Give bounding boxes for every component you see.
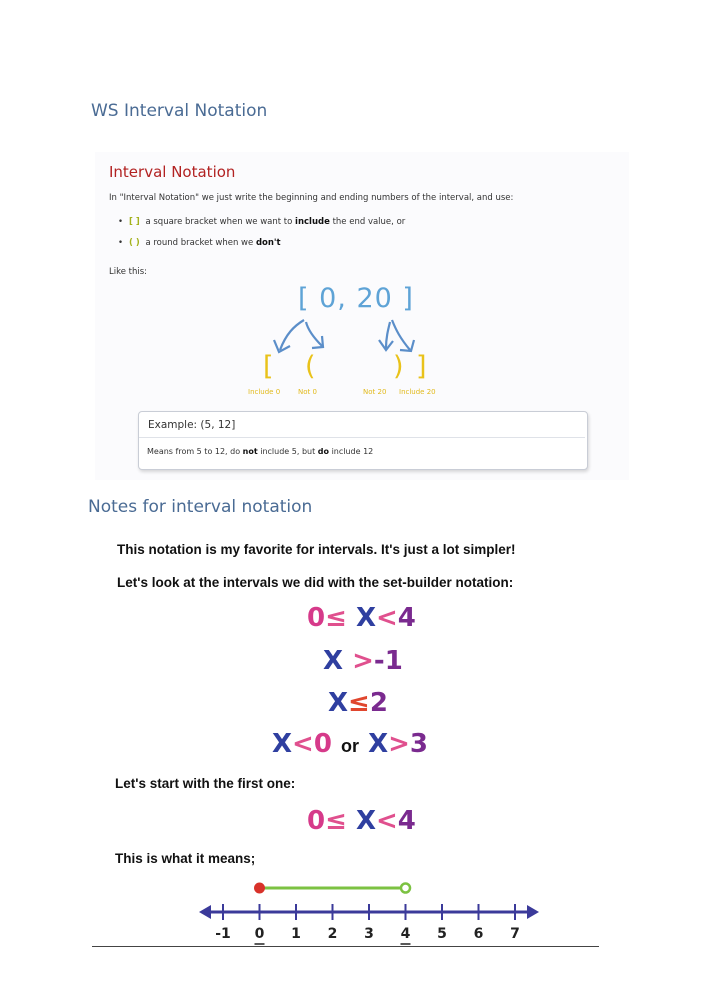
page-bottom-rule	[92, 946, 599, 947]
ineq-op: ≤	[325, 806, 347, 836]
label-include-0: Include 0	[248, 388, 281, 396]
inequality-4	[272, 729, 428, 759]
bullet-round-bracket	[118, 238, 281, 248]
bullet-text: a round bracket when we	[145, 238, 254, 248]
diagram-interval: [ 0, 20 ]	[298, 283, 414, 314]
example-divider	[139, 437, 585, 438]
example-text-part: include 12	[331, 447, 374, 456]
closed-endpoint-dot	[255, 884, 264, 893]
bullet-bold: don't	[255, 238, 281, 248]
example-text-part: Means from 5 to 12, do	[147, 447, 241, 456]
snippet-heading: Interval Notation	[109, 163, 236, 181]
arrow-left-icon	[199, 905, 211, 919]
ineq-term: 3	[409, 729, 428, 759]
bullet-square-bracket	[118, 217, 405, 227]
arrow-right-icon	[392, 320, 410, 350]
ineq-op: >	[352, 646, 374, 676]
ineq-op: >	[388, 729, 410, 759]
bullet-dot: •	[118, 217, 124, 227]
ineq-term: X	[272, 729, 293, 759]
tick-label: 4	[400, 926, 411, 942]
inequality-3	[328, 688, 388, 718]
ineq-term: X	[368, 729, 389, 759]
bracket-symbol: [ ]	[129, 217, 140, 227]
ws-title: WS Interval Notation	[91, 101, 268, 121]
ineq-op: ≤	[348, 688, 370, 718]
tick-label: 3	[364, 926, 374, 942]
arrow-left-icon	[306, 322, 322, 346]
bullet-bold: include	[295, 217, 330, 227]
ineq-term: 2	[369, 688, 388, 718]
tick-label: 0	[254, 926, 265, 942]
example-text-part: include 5, but	[260, 447, 316, 456]
ineq-term: 4	[397, 806, 416, 836]
bullet-text: a square bracket when we want to	[145, 217, 293, 227]
bracket-exclude-right: )	[393, 351, 404, 382]
bracket-include-right: ]	[416, 351, 427, 382]
example-text	[147, 447, 373, 456]
snippet-intro: In "Interval Notation" we just write the beginning and ending numbers of the interval, and use:	[109, 193, 514, 203]
ineq-op: <	[376, 603, 398, 633]
bullet-text-after: the end value, or	[332, 217, 406, 227]
notes-line-4: This is what it means;	[115, 851, 256, 866]
tick-label: 7	[510, 926, 520, 942]
ineq-op: ≤	[325, 603, 347, 633]
ineq-term: X	[323, 646, 344, 676]
first-inequality	[307, 806, 416, 836]
ineq-term: X	[355, 806, 376, 836]
open-endpoint-dot	[401, 884, 410, 893]
notes-line-3: Let's start with the first one:	[115, 776, 296, 791]
ineq-term: 0	[313, 729, 332, 759]
label-include-20: Include 20	[399, 388, 436, 396]
ineq-term: -1	[373, 646, 403, 676]
bracket-include-left: [	[263, 351, 274, 382]
bullet-dot: •	[118, 238, 124, 248]
number-line	[195, 876, 545, 946]
example-title: Example: (5, 12]	[148, 419, 236, 431]
ineq-term: X	[355, 603, 376, 633]
tick-label: -1	[215, 926, 231, 942]
ineq-term: X	[328, 688, 349, 718]
notes-title: Notes for interval notation	[88, 497, 313, 517]
tick-label: 5	[437, 926, 447, 942]
ineq-op: <	[292, 729, 314, 759]
tick-label: 1	[291, 926, 301, 942]
ineq-or: or	[341, 736, 359, 756]
ineq-term: 0	[307, 603, 326, 633]
label-not-20: Not 20	[363, 388, 387, 396]
notes-line-1: This notation is my favorite for intervals. It's just a lot simpler!	[117, 542, 516, 557]
inequality-2	[323, 646, 403, 676]
notes-line-2: Let's look at the intervals we did with the set-builder notation:	[117, 575, 514, 590]
ineq-op: <	[376, 806, 398, 836]
ineq-term: 4	[397, 603, 416, 633]
arrow-left-icon	[280, 320, 304, 350]
example-bold-do: do	[317, 447, 330, 456]
tick-label: 2	[327, 926, 338, 942]
label-not-0: Not 0	[298, 388, 317, 396]
inequality-1	[307, 603, 416, 633]
ineq-term: 0	[307, 806, 326, 836]
example-bold-not: not	[242, 447, 258, 456]
like-this-label: Like this:	[109, 267, 148, 277]
arrow-right-icon	[527, 905, 539, 919]
tick-label: 6	[473, 926, 484, 942]
bracket-symbol: ( )	[129, 238, 140, 248]
bracket-exclude-left: (	[305, 351, 316, 382]
diagram-arrows	[260, 316, 430, 360]
